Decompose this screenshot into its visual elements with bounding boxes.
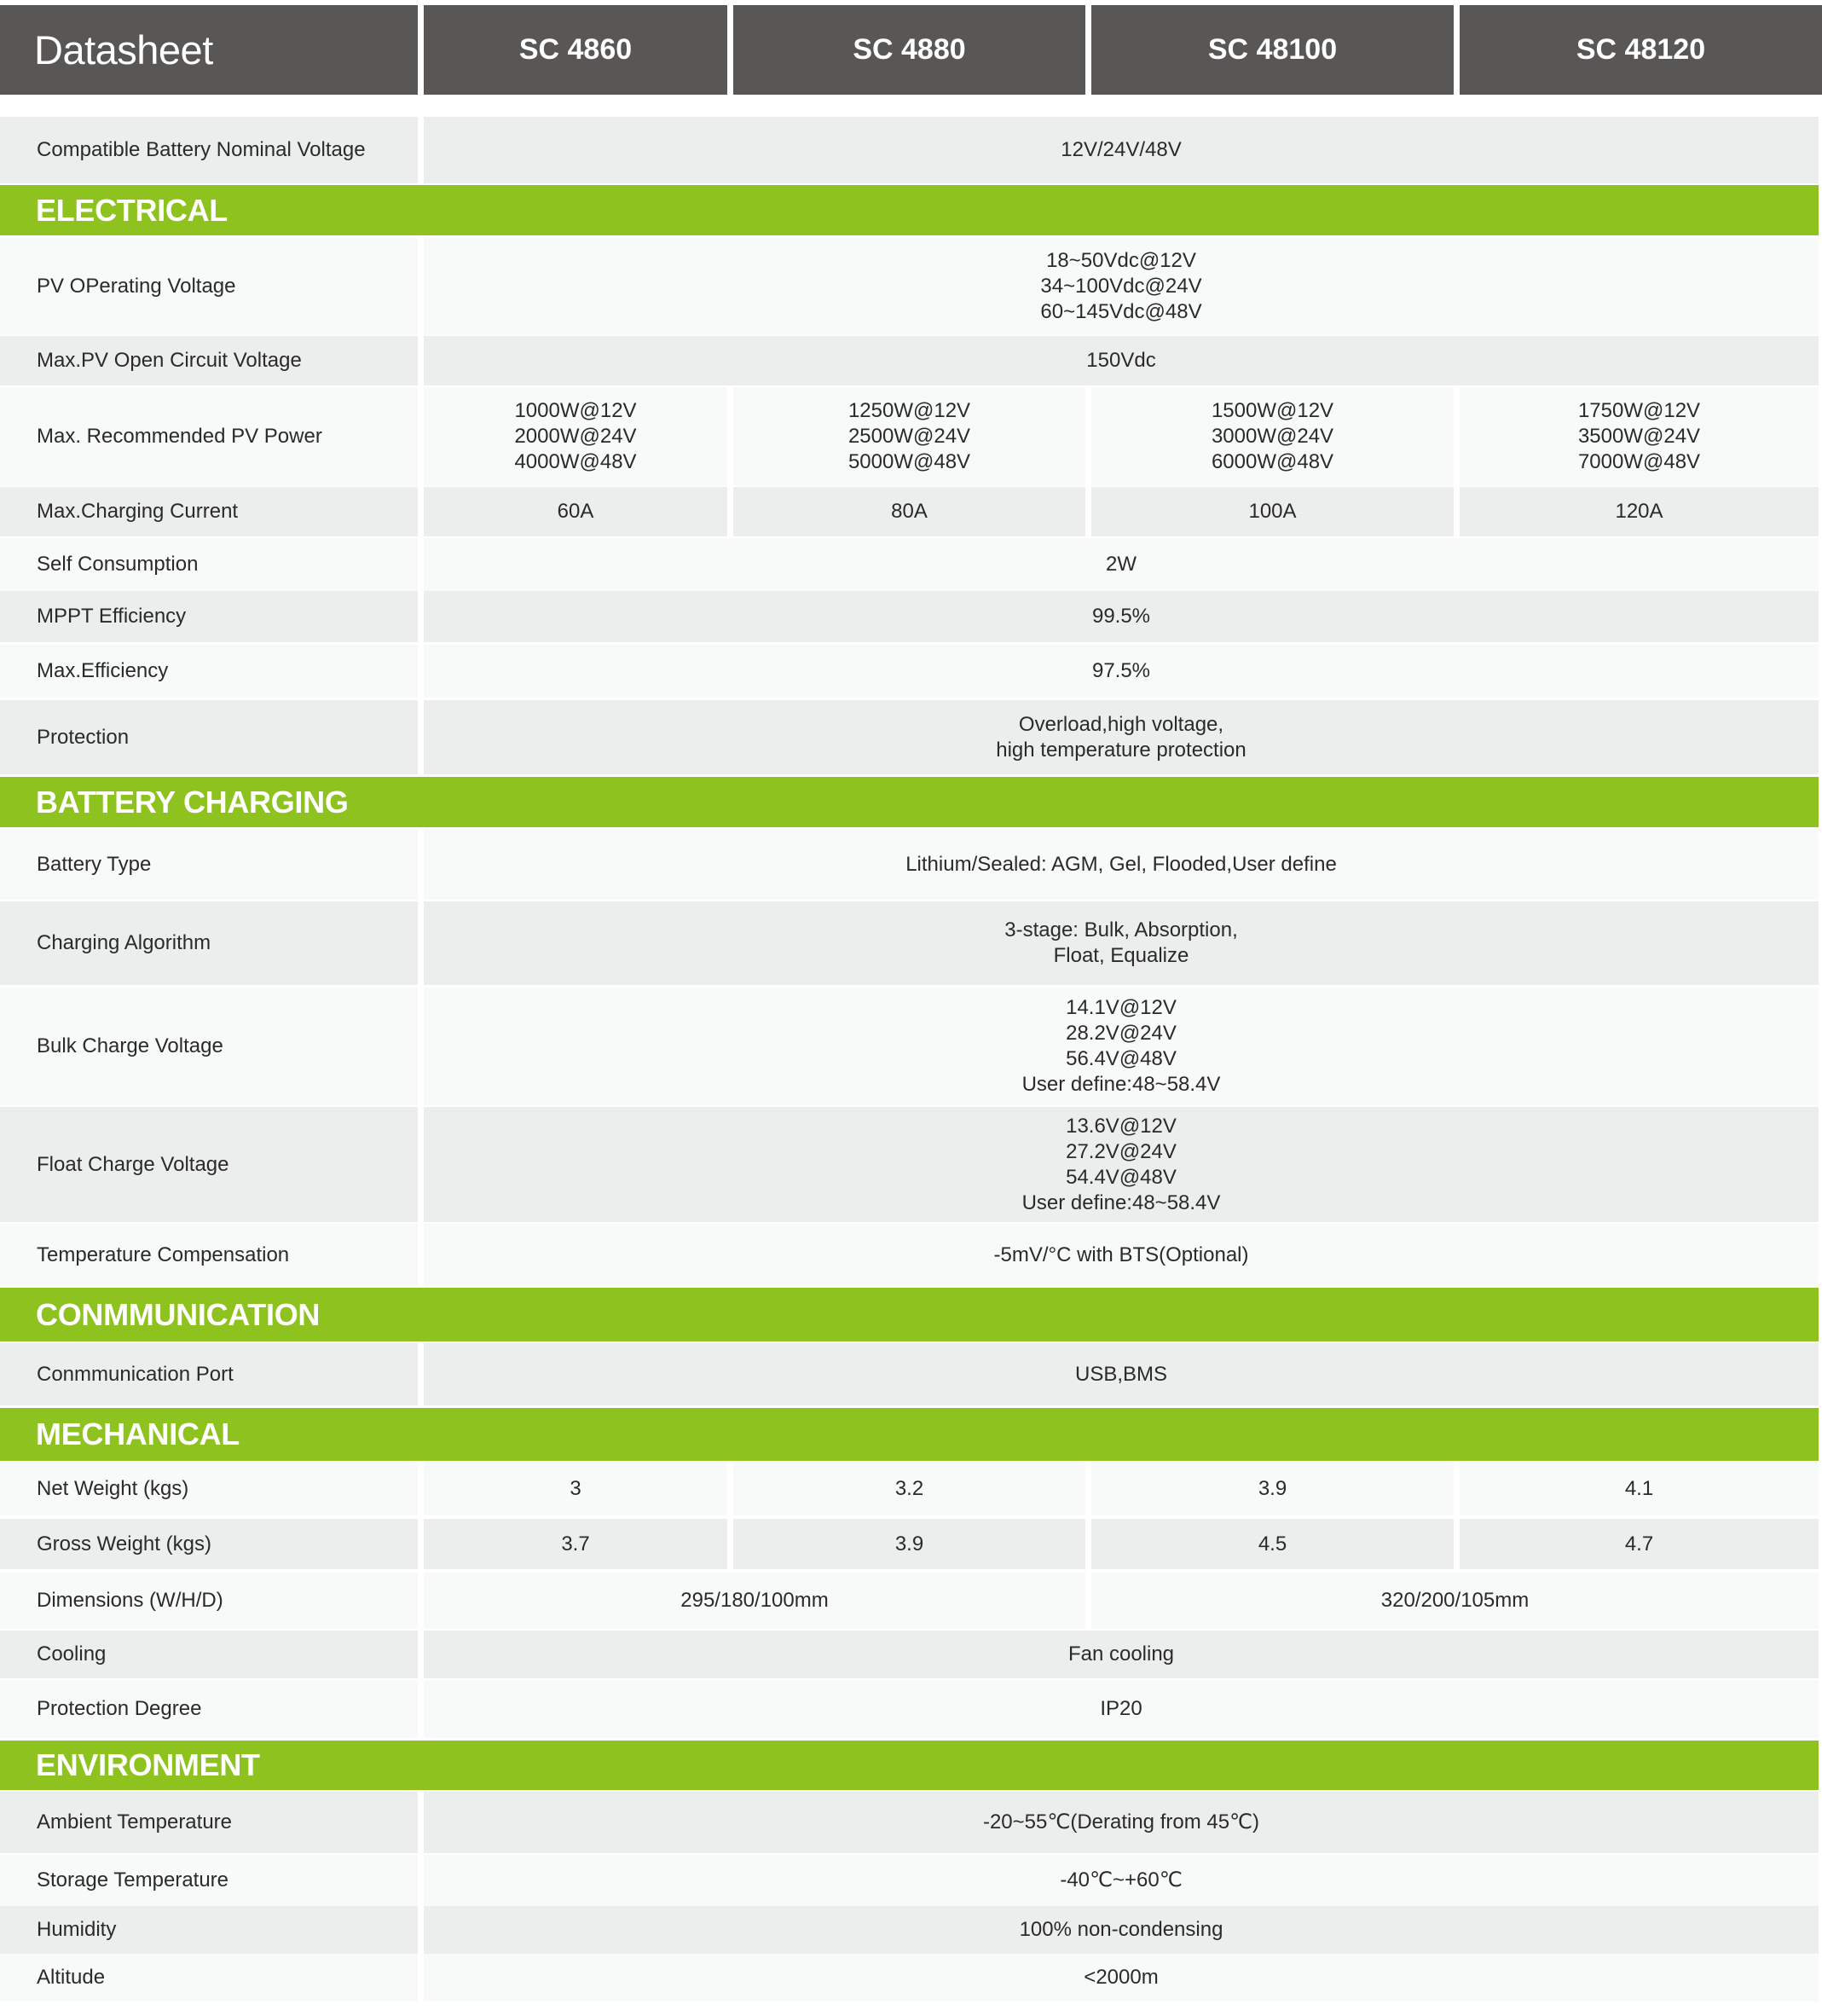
spec-label: Compatible Battery Nominal Voltage — [0, 117, 418, 183]
spec-value: 4.5 — [1091, 1519, 1454, 1569]
spec-value: 14.1V@12V 28.2V@24V 56.4V@48V User define:48~58.4V — [424, 988, 1819, 1105]
spec-value: 3.9 — [1091, 1463, 1454, 1515]
spec-value: 120A — [1460, 487, 1819, 536]
spec-value: 4.1 — [1460, 1463, 1819, 1515]
spec-label: Storage Temperature — [0, 1855, 418, 1906]
spec-label: Float Charge Voltage — [0, 1107, 418, 1222]
spec-value: 12V/24V/48V — [424, 117, 1819, 183]
spec-row — [0, 1855, 1819, 1906]
spec-label: Charging Algorithm — [0, 901, 418, 985]
spec-label: Net Weight (kgs) — [0, 1463, 418, 1515]
spec-value: 2W — [424, 538, 1819, 591]
spec-row — [0, 988, 1819, 1105]
spec-row — [0, 1573, 1819, 1629]
spec-row — [0, 1107, 1819, 1222]
spec-row — [0, 1792, 1819, 1853]
spec-row — [0, 829, 1819, 900]
spec-row — [0, 487, 1819, 536]
spec-row — [0, 1906, 1819, 1954]
spec-value: -5mV/°C with BTS(Optional) — [424, 1224, 1819, 1286]
spec-label: Ambient Temperature — [0, 1792, 418, 1853]
spec-value: 3.2 — [733, 1463, 1085, 1515]
spec-row — [0, 336, 1819, 385]
spec-value: 150Vdc — [424, 336, 1819, 385]
spec-value: <2000m — [424, 1954, 1819, 2002]
spec-value: USB,BMS — [424, 1343, 1819, 1405]
spec-value: 13.6V@12V 27.2V@24V 54.4V@48V User define:48~58.4V — [424, 1107, 1819, 1222]
spec-row — [0, 1343, 1819, 1405]
spec-value: 295/180/100mm — [424, 1573, 1085, 1629]
spec-value: 99.5% — [424, 591, 1819, 642]
spec-value: 3-stage: Bulk, Absorption, Float, Equalize — [424, 901, 1819, 985]
spec-label: Protection Degree — [0, 1680, 418, 1738]
spec-label: Humidity — [0, 1906, 418, 1954]
spec-row — [0, 538, 1819, 591]
spec-label: Battery Type — [0, 829, 418, 900]
spec-value: 60A — [424, 487, 727, 536]
spec-row — [0, 1519, 1819, 1569]
section-header: CONMMUNICATION — [0, 1288, 1819, 1341]
datasheet-title: Datasheet — [0, 5, 418, 95]
spec-row — [0, 901, 1819, 985]
spec-row — [0, 645, 1819, 698]
spec-label: Altitude — [0, 1954, 418, 2002]
spec-value: 3.7 — [424, 1519, 727, 1569]
spec-label: PV OPerating Voltage — [0, 238, 418, 335]
model-header-sc48100: SC 48100 — [1091, 5, 1454, 95]
spec-value: 3 — [424, 1463, 727, 1515]
spec-value: Overload,high voltage, high temperature protection — [424, 700, 1819, 774]
spec-value: 320/200/105mm — [1091, 1573, 1819, 1629]
spec-value: 1000W@12V 2000W@24V 4000W@48V — [424, 387, 727, 486]
spec-row — [0, 238, 1819, 335]
spec-value: 1250W@12V 2500W@24V 5000W@48V — [733, 387, 1085, 486]
spec-value: -20~55℃(Derating from 45℃) — [424, 1792, 1819, 1853]
spec-row — [0, 1680, 1819, 1738]
section-header: ENVIRONMENT — [0, 1741, 1819, 1790]
spec-label: Self Consumption — [0, 538, 418, 591]
spec-label: Cooling — [0, 1631, 418, 1678]
spec-value: Fan cooling — [424, 1631, 1819, 1678]
model-header-sc48120: SC 48120 — [1460, 5, 1822, 95]
spec-row — [0, 1224, 1819, 1286]
spec-label: Bulk Charge Voltage — [0, 988, 418, 1105]
spec-label: MPPT Efficiency — [0, 591, 418, 642]
spec-value: 97.5% — [424, 645, 1819, 698]
model-header-sc4880: SC 4880 — [733, 5, 1085, 95]
spec-label: Max. Recommended PV Power — [0, 387, 418, 486]
spec-value: 100% non-condensing — [424, 1906, 1819, 1954]
model-header-sc4860: SC 4860 — [424, 5, 727, 95]
spec-label: Temperature Compensation — [0, 1224, 418, 1286]
spec-row — [0, 117, 1819, 183]
spec-value: 100A — [1091, 487, 1454, 536]
spec-row — [0, 700, 1819, 774]
spec-value: 1750W@12V 3500W@24V 7000W@48V — [1460, 387, 1819, 486]
spec-value: Lithium/Sealed: AGM, Gel, Flooded,User define — [424, 829, 1819, 900]
spec-value: 3.9 — [733, 1519, 1085, 1569]
spec-value: 18~50Vdc@12V 34~100Vdc@24V 60~145Vdc@48V — [424, 238, 1819, 335]
section-header: BATTERY CHARGING — [0, 777, 1819, 827]
section-header: MECHANICAL — [0, 1408, 1819, 1461]
spec-label: Protection — [0, 700, 418, 774]
spec-value: 1500W@12V 3000W@24V 6000W@48V — [1091, 387, 1454, 486]
spec-label: Max.Efficiency — [0, 645, 418, 698]
spec-row — [0, 1463, 1819, 1515]
spec-row — [0, 1631, 1819, 1678]
spec-label: Max.Charging Current — [0, 487, 418, 536]
spec-label: Conmmunication Port — [0, 1343, 418, 1405]
spec-value: 80A — [733, 487, 1085, 536]
spec-row — [0, 387, 1819, 486]
spec-row — [0, 1954, 1819, 2002]
spec-label: Max.PV Open Circuit Voltage — [0, 336, 418, 385]
spec-row — [0, 591, 1819, 642]
spec-label: Gross Weight (kgs) — [0, 1519, 418, 1569]
spec-label: Dimensions (W/H/D) — [0, 1573, 418, 1629]
spec-value: -40℃~+60℃ — [424, 1855, 1819, 1906]
spec-value: 4.7 — [1460, 1519, 1819, 1569]
spec-value: IP20 — [424, 1680, 1819, 1738]
section-header: ELECTRICAL — [0, 185, 1819, 235]
